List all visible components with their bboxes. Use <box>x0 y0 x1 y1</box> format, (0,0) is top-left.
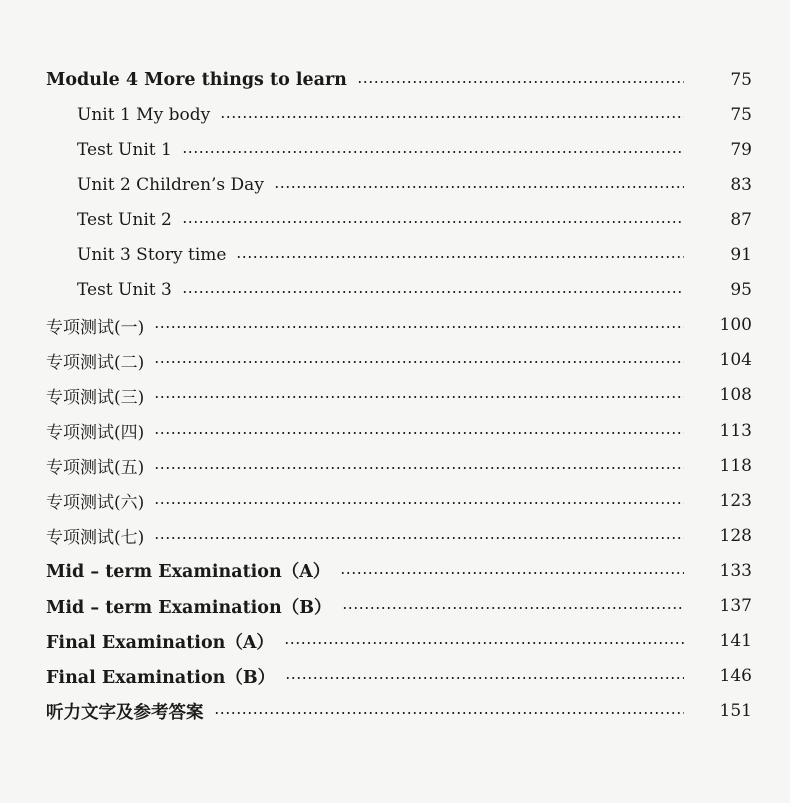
toc-entry-page: 113 <box>719 420 752 441</box>
toc-entry <box>0 238 790 273</box>
toc-entry-page: 104 <box>719 350 752 371</box>
toc-entry <box>0 62 790 97</box>
toc-entry-title: 专项测试(二) <box>46 352 145 373</box>
toc-entry-page: 75 <box>730 69 752 90</box>
toc-entry-title: Unit 1 My body <box>77 104 211 125</box>
toc-entry-title: 专项测试(六) <box>46 493 145 514</box>
toc-entry <box>0 553 790 588</box>
toc-entry-page: 95 <box>730 280 752 301</box>
toc-entry-title: 听力文字及参考答案 <box>46 702 204 723</box>
toc-entry-title: 专项测试(七) <box>46 528 145 549</box>
toc-entry <box>0 659 790 694</box>
toc-entry <box>0 132 790 167</box>
toc-entry <box>0 413 790 448</box>
dot-leader <box>285 677 684 679</box>
toc-entry-page: 79 <box>730 139 752 160</box>
toc-entry-page: 146 <box>719 666 752 687</box>
toc-entry-title: 专项测试(三) <box>46 387 145 408</box>
dot-leader <box>182 151 684 153</box>
dot-leader <box>340 572 684 574</box>
toc-entry <box>0 378 790 413</box>
toc-entry <box>0 518 790 553</box>
dot-leader <box>182 221 684 223</box>
toc-entry-page: 151 <box>719 701 752 722</box>
toc-entry <box>0 589 790 624</box>
dot-leader <box>236 256 684 258</box>
toc-entry <box>0 97 790 132</box>
dot-leader <box>342 607 685 609</box>
toc-entry <box>0 694 790 729</box>
toc-entry-title: Unit 2 Children’s Day <box>77 174 264 195</box>
toc-entry-title: 专项测试(一) <box>46 317 145 338</box>
toc-entry-page: 87 <box>730 209 752 230</box>
toc-entry-title: Final Examination（B） <box>46 667 276 688</box>
toc-entry-title: 专项测试(五) <box>46 458 145 479</box>
toc-entry <box>0 483 790 518</box>
toc-entry <box>0 167 790 202</box>
toc-entry-title: Unit 3 Story time <box>77 245 227 265</box>
toc-entry-page: 128 <box>719 525 752 546</box>
toc-entry-page: 75 <box>730 104 752 125</box>
dot-leader <box>220 116 684 118</box>
toc-entry <box>0 624 790 659</box>
dot-leader <box>274 186 684 188</box>
toc-entry-page: 133 <box>719 560 752 581</box>
toc-entry <box>0 448 790 483</box>
toc-entry-title: Mid – term Examination（A） <box>46 562 331 583</box>
dot-leader <box>154 502 684 504</box>
toc-entry <box>0 343 790 378</box>
toc-entry-page: 123 <box>719 490 752 511</box>
toc-entry-page: 100 <box>719 315 752 336</box>
toc-entry-page: 137 <box>719 596 752 616</box>
toc-entry-title: Final Examination（A） <box>46 632 274 653</box>
toc-entry-page: 91 <box>730 245 752 265</box>
toc-entry-title: Test Unit 3 <box>77 280 172 301</box>
dot-leader <box>154 326 684 328</box>
dot-leader <box>154 361 684 363</box>
toc-entry <box>0 202 790 237</box>
toc-entry <box>0 273 790 308</box>
dot-leader <box>357 81 684 83</box>
toc-entry-page: 108 <box>719 385 752 406</box>
toc-entry-title: Test Unit 1 <box>77 139 172 160</box>
dot-leader <box>154 432 684 434</box>
toc-entry-page: 83 <box>730 174 752 195</box>
toc-entry-page: 118 <box>719 455 752 476</box>
toc-entry-title: Module 4 More things to learn <box>46 69 347 90</box>
dot-leader <box>182 291 684 293</box>
dot-leader <box>154 467 684 469</box>
toc-entry-title: Test Unit 2 <box>77 209 172 230</box>
toc-entry-page: 141 <box>719 631 752 652</box>
dot-leader <box>214 712 685 714</box>
toc-entry-title: Mid – term Examination（B） <box>46 597 332 618</box>
dot-leader <box>154 396 684 398</box>
dot-leader <box>284 642 684 644</box>
dot-leader <box>154 537 684 539</box>
toc-entry-title: 专项测试(四) <box>46 423 145 443</box>
toc-entry <box>0 308 790 343</box>
